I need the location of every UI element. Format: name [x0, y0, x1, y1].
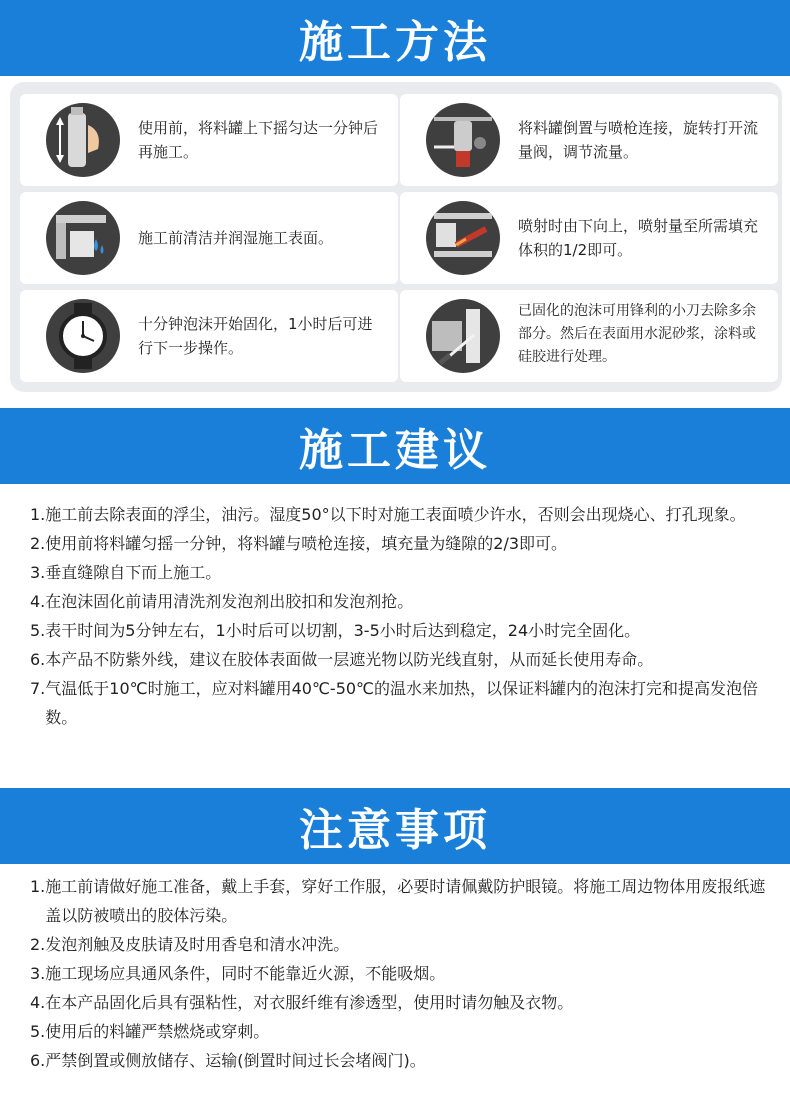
step-card-6: [400, 290, 778, 382]
item-text: 施工现场应具通风条件，同时不能靠近火源，不能吸烟。: [45, 964, 446, 983]
step-text: 将料罐倒置与喷枪连接，旋转打开流量阀，调节流量。: [518, 119, 759, 161]
item-text: 表干时间为5分钟左右，1小时后可以切割，3-5小时后达到稳定，24小时完全固化。: [45, 621, 641, 640]
item-text: 在本产品固化后具有强粘性，对衣服纤维有渗透型，使用时请勿触及衣物。: [45, 993, 574, 1012]
list-item: [30, 558, 770, 587]
list-item: [30, 1017, 770, 1046]
step-text: 十分钟泡沫开始固化，1小时后可进行下一步操作。: [138, 315, 373, 357]
wet-surface-icon: [46, 201, 120, 275]
item-text: 在泡沫固化前请用清洗剂发泡剂出胶扣和发泡剂抢。: [45, 592, 414, 611]
step-text: 使用前，将料罐上下摇匀达一分钟后再施工。: [138, 119, 379, 161]
item-text: 施工前请做好施工准备，戴上手套，穿好工作服，必要时请佩戴防护眼镜。将施工周边物体用废报纸遮盖以防被喷出的胶体污染。: [45, 877, 766, 925]
item-number: 3.: [30, 964, 46, 983]
list-item: [30, 645, 770, 674]
item-number: 7.: [30, 679, 46, 698]
step-text: 喷射时由下向上，喷射量至所需填充体积的1/2即可。: [518, 217, 759, 259]
list-item: [30, 988, 770, 1017]
item-number: 6.: [30, 650, 46, 669]
list-item: [30, 587, 770, 616]
item-text: 使用前将料罐匀摇一分钟，将料罐与喷枪连接，填充量为缝隙的2/3即可。: [45, 534, 568, 553]
section-banner-advice: [0, 408, 790, 484]
list-item: [30, 674, 770, 732]
item-number: 2.: [30, 534, 46, 553]
list-item: [30, 959, 770, 988]
list-item: [30, 616, 770, 645]
list-item: [30, 930, 770, 959]
spray-fill-icon: [426, 201, 500, 275]
section-banner-notice: [0, 788, 790, 864]
item-number: 2.: [30, 935, 46, 954]
list-item: [30, 1046, 770, 1075]
item-text: 施工前去除表面的浮尘，油污。湿度50°以下时对施工表面喷少许水，否则会出现烧心、打孔现象。: [45, 505, 746, 524]
item-number: 4.: [30, 592, 46, 611]
item-text: 严禁倒置或侧放储存、运输(倒置时间过长会堵阀门)。: [45, 1051, 426, 1070]
section-banner-method: [0, 0, 790, 76]
item-number: 6.: [30, 1051, 46, 1070]
step-card-1: [20, 94, 398, 186]
item-text: 使用后的料罐严禁燃烧或穿刺。: [45, 1022, 270, 1041]
item-number: 3.: [30, 563, 46, 582]
item-number: 5.: [30, 1022, 46, 1041]
step-card-2: [400, 94, 778, 186]
list-item: [30, 500, 770, 529]
item-text: 气温低于10℃时施工，应对料罐用40℃-50℃的温水来加热，以保证料罐内的泡沫打完和提高发泡倍数。: [45, 679, 759, 727]
step-text: 施工前清洁并润湿施工表面。: [138, 229, 334, 247]
step-card-3: [20, 192, 398, 284]
item-text: 垂直缝隙自下而上施工。: [45, 563, 222, 582]
step-card-5: [20, 290, 398, 382]
step-card-4: [400, 192, 778, 284]
list-item: [30, 872, 770, 930]
item-number: 1.: [30, 877, 46, 896]
clock-icon: [46, 299, 120, 373]
section-title-method: 施工方法: [299, 17, 491, 68]
step-text: 已固化的泡沫可用锋利的小刀去除多余部分。然后在表面用水泥砂浆，涂料或硅胶进行处理。: [518, 303, 756, 365]
item-number: 5.: [30, 621, 46, 640]
steps-panel: [10, 82, 782, 392]
advice-list: [30, 500, 770, 732]
shake-can-icon: [46, 103, 120, 177]
section-title-advice: 施工建议: [299, 425, 491, 476]
item-number: 4.: [30, 993, 46, 1012]
section-title-notice: 注意事项: [299, 805, 491, 856]
notice-list: [30, 872, 770, 1075]
item-text: 本产品不防紫外线，建议在胶体表面做一层遮光物以防光线直射，从而延长使用寿命。: [45, 650, 654, 669]
item-text: 发泡剂触及皮肤请及时用香皂和清水冲洗。: [45, 935, 350, 954]
list-item: [30, 529, 770, 558]
knife-trim-icon: [426, 299, 500, 373]
item-number: 1.: [30, 505, 46, 524]
spray-gun-connect-icon: [426, 103, 500, 177]
